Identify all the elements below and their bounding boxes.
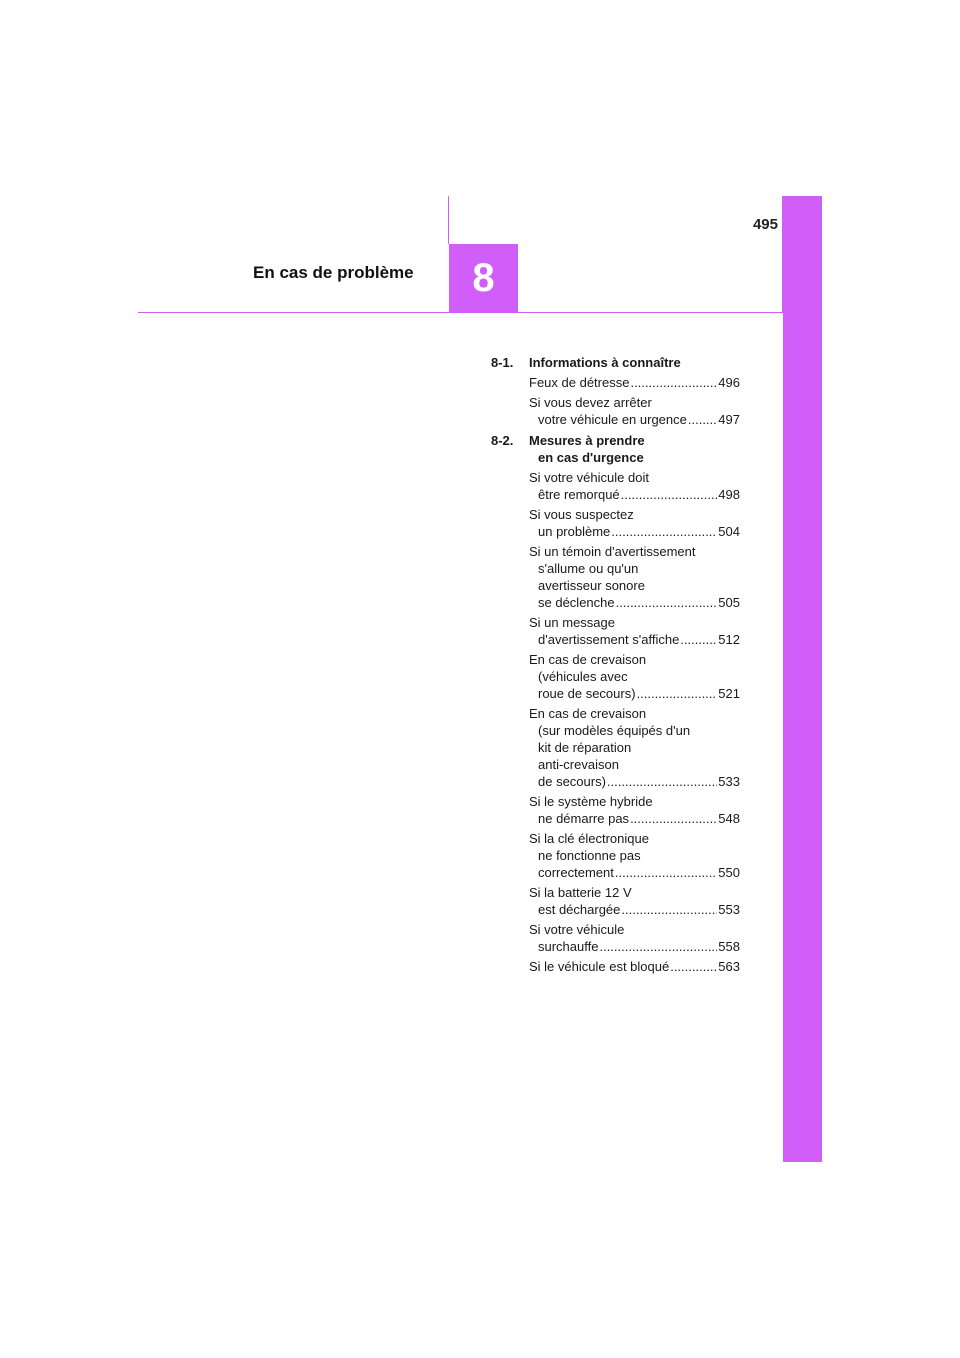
chapter-side-tab — [783, 196, 822, 1162]
toc-entry-line: anti-crevaison — [538, 757, 619, 772]
toc-entry-text: d'avertissement s'affiche — [538, 632, 680, 647]
toc-entry-line: (véhicules avec — [538, 669, 628, 684]
toc-entry-line: En cas de crevaison — [529, 706, 647, 721]
toc-entry-line: Si un message — [529, 615, 615, 630]
toc-section-title — [529, 432, 740, 466]
toc-entry-line: ne fonctionne pas — [538, 848, 641, 863]
toc-entry[interactable] — [529, 830, 740, 881]
toc-section — [491, 354, 740, 428]
toc-entry[interactable] — [529, 958, 740, 975]
toc-leader-dots — [615, 864, 717, 881]
toc-entry-line — [529, 901, 740, 918]
toc-entry-text: se déclenche — [538, 595, 615, 610]
toc-entries — [529, 374, 740, 428]
table-of-contents — [491, 354, 740, 979]
toc-entry-line — [529, 864, 740, 881]
toc-entry-line — [529, 938, 740, 955]
toc-leader-dots — [599, 938, 717, 955]
toc-leader-dots — [611, 523, 717, 540]
toc-entry-text: ne démarre pas — [538, 811, 630, 826]
toc-entry[interactable] — [529, 543, 740, 611]
toc-entry-line: En cas de crevaison — [529, 652, 647, 667]
toc-entry-line — [529, 631, 740, 648]
toc-entries — [529, 469, 740, 975]
toc-entry[interactable] — [529, 793, 740, 827]
toc-entry-line: s'allume ou qu'un — [538, 561, 639, 576]
toc-entry-text: est déchargée — [538, 902, 621, 917]
toc-entry-line — [529, 958, 740, 975]
toc-section-number: 8-2. — [491, 433, 514, 448]
toc-entry-line: Si vous devez arrêter — [529, 395, 652, 410]
toc-leader-dots — [688, 411, 717, 428]
toc-entry-line: Si le système hybride — [529, 794, 653, 809]
toc-entry-text: être remorqué — [538, 487, 620, 502]
toc-entry-text: de secours) — [538, 774, 606, 789]
toc-entry-page: 521 — [718, 686, 740, 701]
toc-leader-dots — [621, 486, 718, 503]
toc-entry-page: 533 — [718, 774, 740, 789]
toc-leader-dots — [670, 958, 717, 975]
toc-entry[interactable] — [529, 506, 740, 540]
toc-entry-text: votre véhicule en urgence — [538, 412, 687, 427]
toc-entry-page: 558 — [718, 939, 740, 954]
toc-entry-line: kit de réparation — [538, 740, 632, 755]
chapter-title: En cas de problème — [253, 263, 414, 282]
toc-section — [491, 432, 740, 975]
toc-entry[interactable] — [529, 921, 740, 955]
toc-section-heading — [491, 354, 740, 371]
toc-entry-page: 553 — [718, 902, 740, 917]
toc-entry-line: Si votre véhicule — [529, 922, 625, 937]
toc-entry-line — [529, 486, 740, 503]
toc-entry-line: Si votre véhicule doit — [529, 470, 649, 485]
toc-entry[interactable] — [529, 651, 740, 702]
toc-section-title-line: Informations à connaître — [529, 355, 681, 370]
toc-entry[interactable] — [529, 884, 740, 918]
toc-entry-line — [529, 810, 740, 827]
header-vertical-rule — [448, 196, 449, 244]
toc-entry-page: 504 — [718, 524, 740, 539]
toc-leader-dots — [607, 773, 717, 790]
toc-entry-page: 497 — [718, 412, 740, 427]
toc-entry-line: Si la batterie 12 V — [529, 885, 632, 900]
toc-entry[interactable] — [529, 614, 740, 648]
toc-section-number: 8-1. — [491, 355, 514, 370]
toc-entry-line: Si la clé électronique — [529, 831, 649, 846]
toc-entry-line: Si un témoin d'avertissement — [529, 544, 696, 559]
toc-entry-line: avertisseur sonore — [538, 578, 645, 593]
toc-entry[interactable] — [529, 394, 740, 428]
page-number: 495 — [752, 216, 778, 233]
toc-leader-dots — [616, 594, 718, 611]
toc-entry-text: roue de secours) — [538, 686, 636, 701]
toc-entry-page: 498 — [718, 487, 740, 502]
toc-entry-text: Si le véhicule est bloqué — [529, 959, 670, 974]
toc-entry-line — [529, 411, 740, 428]
toc-entry[interactable] — [529, 374, 740, 391]
toc-entry-line — [529, 773, 740, 790]
toc-entry-text: surchauffe — [538, 939, 599, 954]
toc-entry-page: 563 — [718, 959, 740, 974]
toc-entry-text: un problème — [538, 524, 611, 539]
toc-entry-text: correctement — [538, 865, 614, 880]
toc-leader-dots — [680, 631, 717, 648]
toc-entry-page: 512 — [718, 632, 740, 647]
toc-leader-dots — [621, 901, 717, 918]
toc-section-heading — [491, 432, 740, 466]
toc-section-title-line: en cas d'urgence — [538, 450, 644, 465]
toc-entry-page: 548 — [718, 811, 740, 826]
toc-entry-text: Feux de détresse — [529, 375, 630, 390]
toc-entry[interactable] — [529, 469, 740, 503]
toc-section-title-line: Mesures à prendre — [529, 433, 645, 448]
toc-entry-page: 496 — [718, 375, 740, 390]
toc-leader-dots — [630, 374, 717, 391]
toc-section-title — [529, 354, 740, 371]
toc-entry-line — [529, 685, 740, 702]
toc-entry-line — [529, 594, 740, 611]
toc-entry-page: 550 — [718, 865, 740, 880]
toc-leader-dots — [630, 810, 717, 827]
toc-entry-line: (sur modèles équipés d'un — [538, 723, 691, 738]
toc-leader-dots — [637, 685, 718, 702]
toc-entry[interactable] — [529, 705, 740, 790]
chapter-number-box: 8 — [449, 244, 518, 313]
toc-entry-line — [529, 374, 740, 391]
toc-entry-line — [529, 523, 740, 540]
toc-entry-page: 505 — [718, 595, 740, 610]
toc-entry-line: Si vous suspectez — [529, 507, 634, 522]
